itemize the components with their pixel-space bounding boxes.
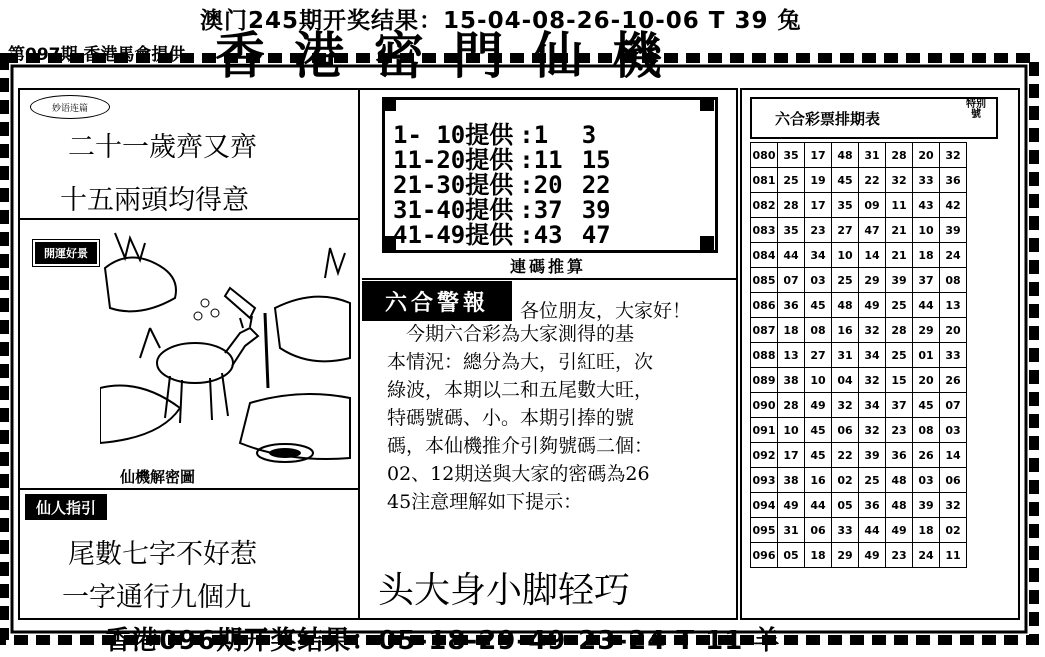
special-number-cell: 08 [940, 268, 967, 293]
special-number-cell: 36 [940, 168, 967, 193]
warning-line: 今期六合彩為大家測得的基 [387, 323, 635, 345]
table-row [751, 393, 967, 418]
number-cell: 28 [886, 318, 913, 343]
number-cell: 21 [886, 243, 913, 268]
issue-cell: 083 [751, 218, 778, 243]
number-cell: 19 [805, 168, 832, 193]
number-cell: 45 [805, 293, 832, 318]
number-cell: 44 [778, 243, 805, 268]
special-number-cell: 33 [940, 343, 967, 368]
issue-cell: 082 [751, 193, 778, 218]
number-cell: 27 [832, 218, 859, 243]
warning-paragraph [387, 320, 732, 516]
number-cell: 20 [913, 143, 940, 168]
provide-colon: : [519, 171, 534, 199]
issue-cell: 093 [751, 468, 778, 493]
number-cell: 27 [805, 343, 832, 368]
number-cell: 32 [832, 393, 859, 418]
number-cell: 49 [805, 393, 832, 418]
number-cell: 09 [859, 193, 886, 218]
number-cell: 44 [913, 293, 940, 318]
provide-range: 21-30提供 [393, 171, 514, 199]
number-cell: 23 [886, 543, 913, 568]
number-cell: 34 [805, 243, 832, 268]
number-cell: 31 [832, 343, 859, 368]
draw-table [750, 142, 967, 568]
number-cell: 35 [778, 218, 805, 243]
number-cell: 49 [886, 518, 913, 543]
riddle-badge: 妙语连篇 [30, 95, 110, 119]
image-caption: 仙機解密圖 [120, 468, 196, 486]
number-cell: 03 [805, 268, 832, 293]
warning-greeting: 各位朋友，大家好！ [520, 300, 692, 322]
special-number-cell: 32 [940, 143, 967, 168]
number-cell: 33 [832, 518, 859, 543]
number-cell: 25 [886, 343, 913, 368]
number-cell: 05 [832, 493, 859, 518]
provide-num: 11 [533, 146, 563, 174]
number-cell: 45 [805, 418, 832, 443]
number-cell: 16 [832, 318, 859, 343]
number-cell: 28 [778, 393, 805, 418]
number-cell: 10 [778, 418, 805, 443]
number-cell: 18 [805, 543, 832, 568]
number-cell: 48 [832, 143, 859, 168]
number-cell: 35 [832, 193, 859, 218]
number-cell: 22 [832, 443, 859, 468]
number-cell: 10 [805, 368, 832, 393]
number-cell: 08 [913, 418, 940, 443]
number-cell: 04 [832, 368, 859, 393]
number-cell: 49 [778, 493, 805, 518]
provide-row [393, 215, 611, 250]
number-cell: 05 [778, 543, 805, 568]
table-row [751, 518, 967, 543]
number-cell: 39 [913, 493, 940, 518]
number-cell: 48 [886, 493, 913, 518]
riddle-line: 十五兩頭均得意 [60, 185, 249, 216]
special-number-cell: 02 [940, 518, 967, 543]
number-cell: 17 [805, 193, 832, 218]
riddle-line: 二十一歲齊又齊 [68, 132, 257, 163]
special-number-cell: 32 [940, 493, 967, 518]
issue-cell: 090 [751, 393, 778, 418]
number-cell: 01 [913, 343, 940, 368]
provide-range: 1- 10提供 [393, 121, 514, 149]
number-cell: 37 [913, 268, 940, 293]
number-cell: 43 [913, 193, 940, 218]
provide-num: 1 [533, 121, 549, 149]
provide-range: 41-49提供 [393, 221, 514, 249]
provide-num: 22 [581, 171, 611, 199]
number-cell: 31 [859, 143, 886, 168]
number-cell: 39 [859, 443, 886, 468]
table-row [751, 143, 967, 168]
number-cell: 07 [778, 268, 805, 293]
warning-title: 六合警報 [362, 281, 512, 321]
issue-cell: 095 [751, 518, 778, 543]
issue-cell: 087 [751, 318, 778, 343]
warning-line: 碼，本仙機推介引夠號碼二個： [387, 435, 654, 457]
hongkong-result-banner: 香港096期开奖结果：05-18-29-49-23-24 T 11 羊 [105, 626, 781, 656]
issue-cell: 085 [751, 268, 778, 293]
number-cell: 22 [859, 168, 886, 193]
table-row [751, 218, 967, 243]
number-cell: 15 [886, 368, 913, 393]
number-cell: 18 [913, 243, 940, 268]
number-cell: 17 [778, 443, 805, 468]
immortal-pointer-badge: 仙人指引 [25, 494, 107, 520]
number-cell: 06 [805, 518, 832, 543]
number-cell: 34 [859, 343, 886, 368]
issue-cell: 088 [751, 343, 778, 368]
image-badge: 開運好景 [33, 240, 99, 266]
warning-line: 綠波，本期以二和五尾數大旺， [387, 379, 654, 401]
provide-num: 39 [581, 196, 611, 224]
pointer-line: 一字通行九個九 [62, 582, 251, 613]
number-cell: 36 [778, 293, 805, 318]
number-cell: 11 [886, 193, 913, 218]
number-cell: 18 [913, 518, 940, 543]
number-cell: 32 [886, 168, 913, 193]
special-number-cell: 20 [940, 318, 967, 343]
special-number-label: 特别號 [966, 99, 986, 120]
table-row [751, 443, 967, 468]
number-cell: 47 [859, 218, 886, 243]
number-cell: 36 [859, 493, 886, 518]
special-number-cell: 14 [940, 443, 967, 468]
number-cell: 48 [832, 293, 859, 318]
special-number-cell: 42 [940, 193, 967, 218]
issue-cell: 094 [751, 493, 778, 518]
pointer-line: 尾數七字不好惹 [68, 539, 257, 570]
warning-line: 本情況：總分為大，引紅旺，次 [387, 351, 654, 373]
slogan: 头大身小脚轻巧 [378, 570, 631, 611]
table-row [751, 493, 967, 518]
provide-num: 37 [533, 196, 563, 224]
number-cell: 23 [805, 218, 832, 243]
number-cell: 35 [778, 143, 805, 168]
number-cell: 28 [778, 193, 805, 218]
number-cell: 24 [913, 543, 940, 568]
number-cell: 20 [913, 368, 940, 393]
warning-line: 45注意理解如下提示： [387, 491, 583, 513]
number-cell: 25 [778, 168, 805, 193]
deer-illustration [100, 228, 352, 468]
provide-colon: : [519, 121, 534, 149]
number-cell: 38 [778, 468, 805, 493]
table-row [751, 268, 967, 293]
number-cell: 44 [805, 493, 832, 518]
table-row [751, 293, 967, 318]
number-cell: 49 [859, 543, 886, 568]
number-cell: 25 [886, 293, 913, 318]
provide-range: 31-40提供 [393, 196, 514, 224]
provide-colon: : [519, 196, 534, 224]
number-cell: 33 [913, 168, 940, 193]
provide-num: 43 [533, 221, 563, 249]
special-number-cell: 03 [940, 418, 967, 443]
number-cell: 49 [859, 293, 886, 318]
special-number-cell: 07 [940, 393, 967, 418]
table-row [751, 243, 967, 268]
table-row [751, 468, 967, 493]
special-number-cell: 26 [940, 368, 967, 393]
number-cell: 17 [805, 143, 832, 168]
issue-cell: 096 [751, 543, 778, 568]
provide-label: 連碼推算 [510, 257, 587, 276]
issue-label: 第097期 香港馬會提供 [8, 45, 186, 65]
number-cell: 10 [913, 218, 940, 243]
number-cell: 29 [859, 268, 886, 293]
draw-table-title: 六合彩票排期表 [775, 110, 881, 128]
issue-cell: 084 [751, 243, 778, 268]
issue-cell: 081 [751, 168, 778, 193]
number-cell: 08 [805, 318, 832, 343]
table-row [751, 168, 967, 193]
issue-cell: 091 [751, 418, 778, 443]
number-cell: 48 [886, 468, 913, 493]
corner-ornament [382, 97, 396, 111]
number-cell: 39 [886, 268, 913, 293]
warning-line: 02、12期送與大家的密碼為26 [387, 463, 650, 485]
number-cell: 26 [913, 443, 940, 468]
provide-num: 20 [533, 171, 563, 199]
number-cell: 29 [913, 318, 940, 343]
number-cell: 29 [832, 543, 859, 568]
number-cell: 32 [859, 318, 886, 343]
number-cell: 10 [832, 243, 859, 268]
number-cell: 06 [832, 418, 859, 443]
macau-result-banner: 澳门245期开奖结果：15-04-08-26-10-06 T 39 兔 [200, 8, 802, 34]
number-cell: 13 [778, 343, 805, 368]
number-cell: 34 [859, 393, 886, 418]
corner-ornament [700, 97, 714, 111]
number-cell: 28 [886, 143, 913, 168]
table-row [751, 193, 967, 218]
number-cell: 31 [778, 518, 805, 543]
number-cell: 21 [886, 218, 913, 243]
number-cell: 16 [805, 468, 832, 493]
number-cell: 32 [859, 368, 886, 393]
number-cell: 38 [778, 368, 805, 393]
number-cell: 18 [778, 318, 805, 343]
provide-colon: : [519, 146, 534, 174]
issue-cell: 089 [751, 368, 778, 393]
special-number-cell: 39 [940, 218, 967, 243]
provide-num: 47 [581, 221, 611, 249]
warning-line: 特碼號碼、小。本期引捧的號 [387, 407, 635, 429]
number-cell: 37 [886, 393, 913, 418]
provide-num: 3 [581, 121, 597, 149]
special-number-cell: 11 [940, 543, 967, 568]
issue-cell: 092 [751, 443, 778, 468]
corner-ornament [700, 236, 714, 250]
number-cell: 25 [832, 268, 859, 293]
issue-cell: 080 [751, 143, 778, 168]
number-cell: 03 [913, 468, 940, 493]
table-row [751, 343, 967, 368]
table-row [751, 368, 967, 393]
table-row [751, 318, 967, 343]
table-row [751, 543, 967, 568]
special-number-cell: 13 [940, 293, 967, 318]
number-cell: 14 [859, 243, 886, 268]
number-cell: 25 [859, 468, 886, 493]
number-cell: 23 [886, 418, 913, 443]
special-number-cell: 06 [940, 468, 967, 493]
number-cell: 36 [886, 443, 913, 468]
special-number-cell: 24 [940, 243, 967, 268]
table-row [751, 418, 967, 443]
number-cell: 45 [832, 168, 859, 193]
number-cell: 45 [805, 443, 832, 468]
number-cell: 44 [859, 518, 886, 543]
number-cell: 32 [859, 418, 886, 443]
provide-num: 15 [581, 146, 611, 174]
number-cell: 45 [913, 393, 940, 418]
issue-cell: 086 [751, 293, 778, 318]
divider [362, 278, 736, 280]
provide-range: 11-20提供 [393, 146, 514, 174]
page-title: 香 港 密 門 仙 機 [215, 26, 669, 85]
number-cell: 02 [832, 468, 859, 493]
provide-colon: : [519, 221, 534, 249]
